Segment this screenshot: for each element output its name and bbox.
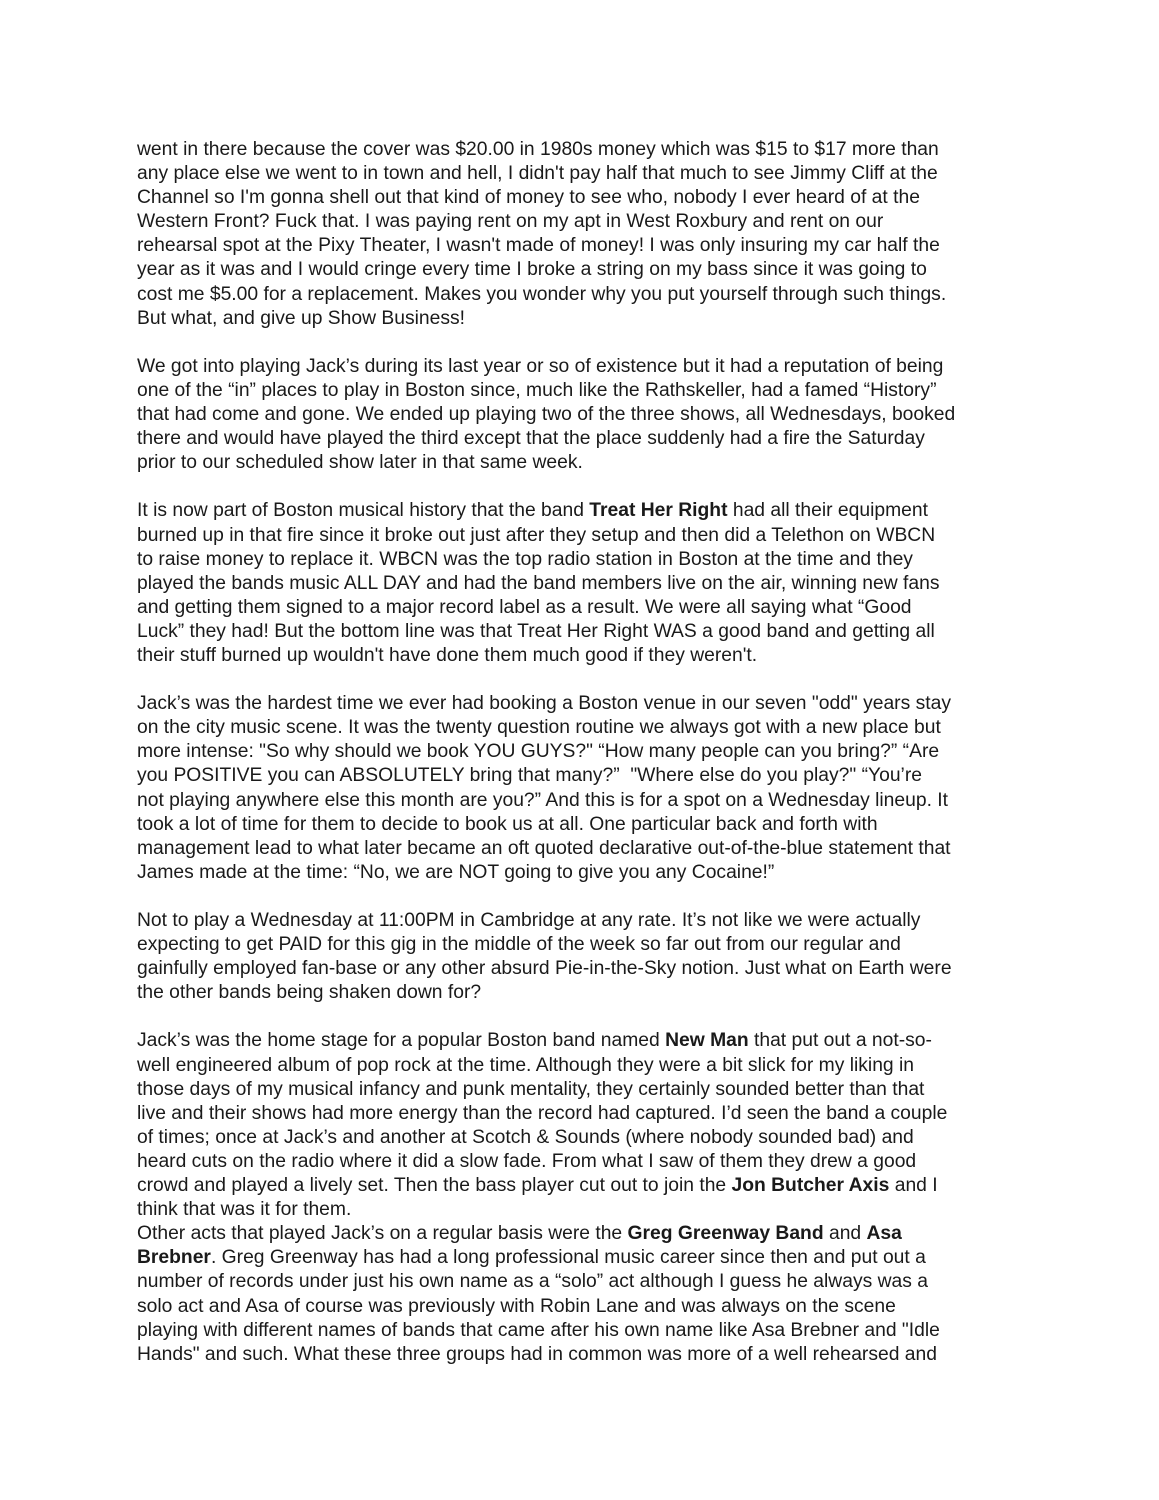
artist-name: Asa [866, 1223, 902, 1245]
text-line: gainfully employed fan-base or any other absurd Pie-in-the-Sky notion. Just what on Earth were [137, 958, 952, 980]
text-line: Hands" and such. What these three groups had in common was more of a well rehearsed and [137, 1343, 937, 1365]
text-line: cost me $5.00 for a replacement. Makes you wonder why you put yourself through such things. [137, 283, 947, 305]
text-line: more intense: "So why should we book YOU GUYS?" “How many people can you bring?” “Are [137, 741, 940, 763]
text-line: of times; once at Jack’s and another at Scotch & Sounds (where nobody sounded bad) and [137, 1126, 914, 1148]
text-line: year as it was and I would cringe every time I broke a string on my bass since it was going to [137, 259, 927, 281]
text-line: But what, and give up Show Business! [137, 307, 465, 329]
text-line: played the bands music ALL DAY and had the band members live on the air, winning new fans [137, 572, 940, 594]
text-line: the other bands being shaken down for? [137, 982, 482, 1004]
band-name: New Man [665, 1030, 749, 1052]
text-line: Other acts that played Jack’s on a regular basis were the Greg Greenway Band and Asa [137, 1223, 902, 1245]
text-line: James made at the time: “No, we are NOT going to give you any Cocaine!” [137, 861, 775, 883]
text-line: Channel so I'm gonna shell out that kind of money to see who, nobody I ever heard of at the [137, 187, 920, 209]
band-name: Greg Greenway Band [627, 1223, 824, 1245]
text-line: heard cuts on the radio where it did a slow fade. From what I saw of them they drew a good [137, 1150, 917, 1172]
paragraph [137, 909, 1027, 1005]
text-line: not playing anywhere else this month are you?” And this is for a spot on a Wednesday lineup. It [137, 789, 949, 811]
text-line: We got into playing Jack’s during its last year or so of existence but it had a reputation of being [137, 355, 944, 377]
paragraph [137, 138, 1027, 331]
text-line: expecting to get PAID for this gig in the middle of the week so far out from our regular and [137, 934, 901, 956]
text-line: live and their shows had more energy than the record had captured. I’d seen the band a couple [137, 1102, 948, 1124]
text-line: to raise money to replace it. WBCN was the top radio station in Boston at the time and they [137, 548, 913, 570]
text-line: and getting them signed to a major record label as a result. We were all saying what “Good [137, 596, 912, 618]
artist-name: Brebner [137, 1247, 211, 1269]
text-line: went in there because the cover was $20.00 in 1980s money which was $15 to $17 more than [137, 139, 939, 160]
text-line: crowd and played a lively set. Then the bass player cut out to join the Jon Butcher Axis and I [137, 1175, 938, 1197]
band-name: Jon Butcher Axis [731, 1175, 890, 1197]
text-line: Jack’s was the home stage for a popular Boston band named New Man that put out a not-so- [137, 1030, 932, 1052]
paragraph [137, 692, 1027, 885]
text-line: solo act and Asa of course was previously with Robin Lane and was always on the scene [137, 1295, 896, 1317]
text-line: playing with different names of bands that came after his own name like Asa Brebner and "Idle [137, 1319, 940, 1341]
text-line: Brebner. Greg Greenway has had a long professional music career since then and put out a [137, 1247, 926, 1269]
text-line: rehearsal spot at the Pixy Theater, I wasn't made of money! I was only insuring my car half the [137, 235, 940, 257]
text-line: any place else we went to in town and hell, I didn't pay half that much to see Jimmy Cliff at the [137, 163, 938, 185]
paragraph [137, 1029, 1027, 1222]
band-name: Treat Her Right [589, 500, 728, 522]
text-line: management lead to what later became an oft quoted declarative out-of-the-blue statement that [137, 837, 951, 859]
text-line: prior to our scheduled show later in that same week. [137, 452, 583, 474]
paragraph [137, 355, 1027, 475]
text-line: their stuff burned up wouldn't have done them much good if they weren't. [137, 644, 758, 666]
text-line: one of the “in” places to play in Boston since, much like the Rathskeller, had a famed “History” [137, 379, 937, 401]
text-line: you POSITIVE you can ABSOLUTELY bring that many?” "Where else do you play?" “You’re [137, 765, 922, 787]
text-line: there and would have played the third except that the place suddenly had a fire the Saturday [137, 428, 925, 450]
text-line: Western Front? Fuck that. I was paying rent on my apt in West Roxbury and rent on our [137, 211, 884, 233]
paragraph [137, 499, 1027, 668]
text-line: Not to play a Wednesday at 11:00PM in Cambridge at any rate. It’s not like we were actually [137, 910, 921, 931]
text-line: that had come and gone. We ended up playing two of the three shows, all Wednesdays, booked [137, 404, 956, 426]
text-line: think that was it for them. [137, 1199, 352, 1221]
paragraph [137, 1222, 1027, 1367]
text-line: those days of my musical infancy and punk mentality, they certainly sounded better than that [137, 1078, 925, 1100]
text-line: It is now part of Boston musical history that the band Treat Her Right had all their equipment [137, 500, 928, 522]
text-line: burned up in that fire since it broke out just after they setup and then did a Telethon on WBCN [137, 524, 936, 546]
document-page [137, 138, 1027, 1367]
text-line: on the city music scene. It was the twenty question routine we always got with a new place but [137, 717, 941, 739]
text-line: well engineered album of pop rock at the time. Although they were a bit slick for my liking in [137, 1054, 915, 1076]
text-line: Jack’s was the hardest time we ever had booking a Boston venue in our seven "odd" years stay [137, 693, 951, 715]
text-line: number of records under just his own name as a “solo” act although I guess he always was a [137, 1271, 928, 1293]
text-line: Luck” they had! But the bottom line was that Treat Her Right WAS a good band and getting all [137, 620, 935, 642]
text-line: took a lot of time for them to decide to book us at all. One particular back and forth with [137, 813, 878, 835]
